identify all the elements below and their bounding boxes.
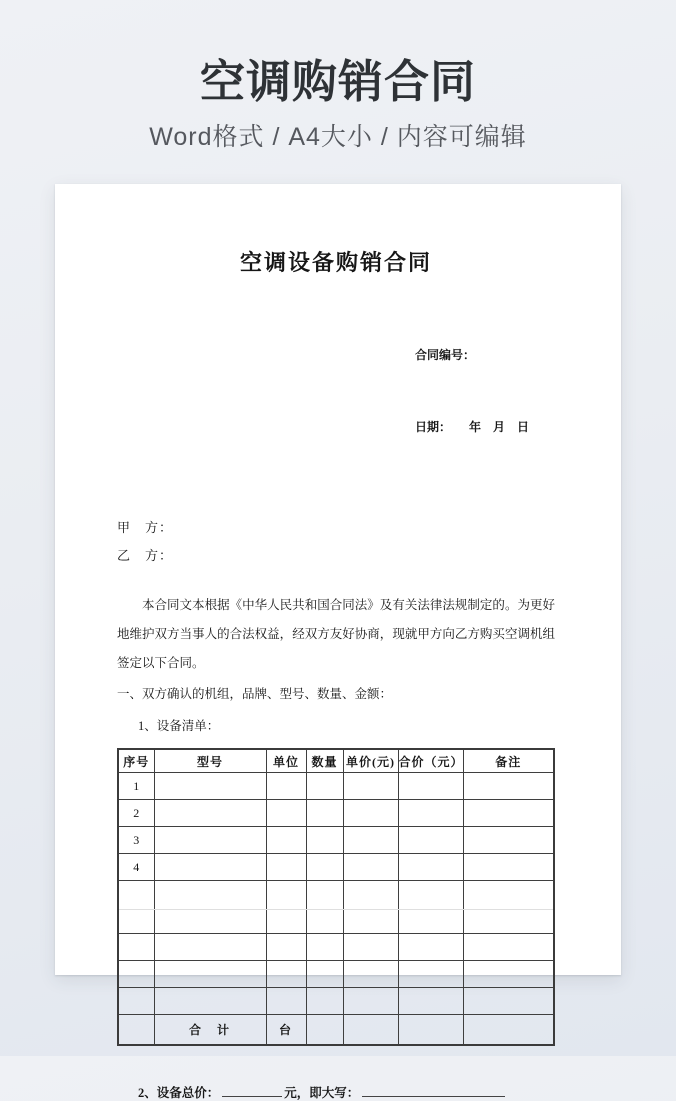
table-cell: [306, 1015, 343, 1045]
table-cell: [154, 773, 266, 800]
table-cell: [154, 881, 266, 910]
table-cell: [154, 910, 266, 934]
party-b-line: 乙 方：: [117, 547, 174, 563]
table-cell: [118, 881, 154, 910]
table-cell: 4: [118, 854, 154, 881]
table-cell: [398, 1015, 463, 1045]
table-cell: [154, 961, 266, 988]
table-cell: [463, 934, 554, 961]
table-row: [118, 988, 554, 1015]
table-cell: [463, 910, 554, 934]
table-cell: [343, 934, 398, 961]
table-header-cell: 合价（元）: [398, 749, 463, 773]
table-row: [118, 800, 554, 827]
table-cell: [343, 800, 398, 827]
table-cell: 2: [118, 800, 154, 827]
table-cell: [266, 934, 306, 961]
table-cell: [463, 1015, 554, 1045]
table-cell: [463, 881, 554, 910]
table-cell: 3: [118, 827, 154, 854]
table-row: [118, 910, 554, 934]
table-cell: [118, 910, 154, 934]
table-cell: [266, 800, 306, 827]
table-header-cell: 单价(元): [343, 749, 398, 773]
table-cell: [343, 881, 398, 910]
total-price-words-label: 元，即大写：: [284, 1085, 360, 1100]
table-cell: [306, 800, 343, 827]
table-cell: [343, 854, 398, 881]
table-header-cell: 序号: [118, 749, 154, 773]
table-cell: [343, 827, 398, 854]
table-cell: [398, 881, 463, 910]
table-cell: [266, 827, 306, 854]
table-header-cell: 单位: [266, 749, 306, 773]
table-cell: [398, 854, 463, 881]
table-cell: 台: [266, 1015, 306, 1045]
table-row: [118, 827, 554, 854]
table-header-row: [118, 749, 554, 773]
table-row: [118, 854, 554, 881]
table-cell: [266, 854, 306, 881]
table-cell: [266, 881, 306, 910]
table-cell: [398, 800, 463, 827]
table-cell: [463, 854, 554, 881]
table-cell: [343, 961, 398, 988]
table-cell: [266, 773, 306, 800]
total-price-words-blank: [362, 1084, 505, 1097]
total-price-line: [138, 1083, 555, 1101]
table-cell: [306, 773, 343, 800]
document-page: [55, 184, 621, 1100]
total-price-blank: [222, 1084, 282, 1097]
table-total-row: [118, 1015, 554, 1045]
banner-title: 空调购销合同: [199, 56, 476, 107]
table-row: [118, 934, 554, 961]
table-cell: [398, 961, 463, 988]
intro-paragraph: 本合同文本根据《中华人民共和国合同法》及有关法律法规制定的。为更好地维护双方当事人的合法权益，经双方友好协商，现就甲方向乙方购买空调机组签定以下合同。: [117, 597, 555, 670]
table-cell: [154, 800, 266, 827]
table-cell: [154, 934, 266, 961]
table-body: [118, 773, 554, 1045]
equipment-table: [117, 748, 555, 1046]
party-a-line: 甲 方：: [117, 519, 174, 535]
table-cell: [266, 961, 306, 988]
table-cell: [118, 1015, 154, 1045]
table-cell: 合 计: [154, 1015, 266, 1045]
table-cell: [463, 827, 554, 854]
date-line: 日期： 年 月 日: [415, 419, 530, 434]
table-cell: [463, 988, 554, 1015]
table-cell: [343, 910, 398, 934]
table-cell: [306, 934, 343, 961]
table-cell: [306, 854, 343, 881]
table-row: [118, 773, 554, 800]
table-cell: [463, 961, 554, 988]
table-cell: [118, 934, 154, 961]
table-row: [118, 961, 554, 988]
banner: [0, 0, 676, 153]
table-cell: [343, 1015, 398, 1045]
table-cell: [343, 773, 398, 800]
document-title: 空调设备购销合同: [239, 249, 432, 275]
table-cell: 1: [118, 773, 154, 800]
table-cell: [463, 773, 554, 800]
total-price-label: 2、设备总价：: [138, 1085, 220, 1100]
section-1-heading: 一、双方确认的机组，品牌、型号、数量、金额：: [117, 686, 393, 701]
table-cell: [118, 961, 154, 988]
table-cell: [306, 910, 343, 934]
table-cell: [398, 773, 463, 800]
table-cell: [306, 988, 343, 1015]
table-cell: [306, 881, 343, 910]
table-cell: [398, 988, 463, 1015]
table-cell: [118, 988, 154, 1015]
contract-number-label: 合同编号：: [415, 347, 476, 362]
table-cell: [398, 827, 463, 854]
table-cell: [266, 910, 306, 934]
table-cell: [463, 800, 554, 827]
table-header-cell: 数量: [306, 749, 343, 773]
table-cell: [154, 988, 266, 1015]
table-cell: [266, 988, 306, 1015]
banner-subtitle: Word格式 / A4大小 / 内容可编辑: [149, 122, 527, 151]
equipment-list-label: 1、设备清单：: [138, 718, 220, 733]
table-cell: [398, 910, 463, 934]
contract-meta: [415, 295, 555, 487]
table-cell: [306, 827, 343, 854]
table-cell: [154, 827, 266, 854]
table-row: [118, 881, 554, 910]
parties: [117, 514, 555, 570]
table-cell: [154, 854, 266, 881]
table-cell: [398, 934, 463, 961]
table-cell: [343, 988, 398, 1015]
table-header-cell: 型号: [154, 749, 266, 773]
table-cell: [306, 961, 343, 988]
table-header-cell: 备注: [463, 749, 554, 773]
